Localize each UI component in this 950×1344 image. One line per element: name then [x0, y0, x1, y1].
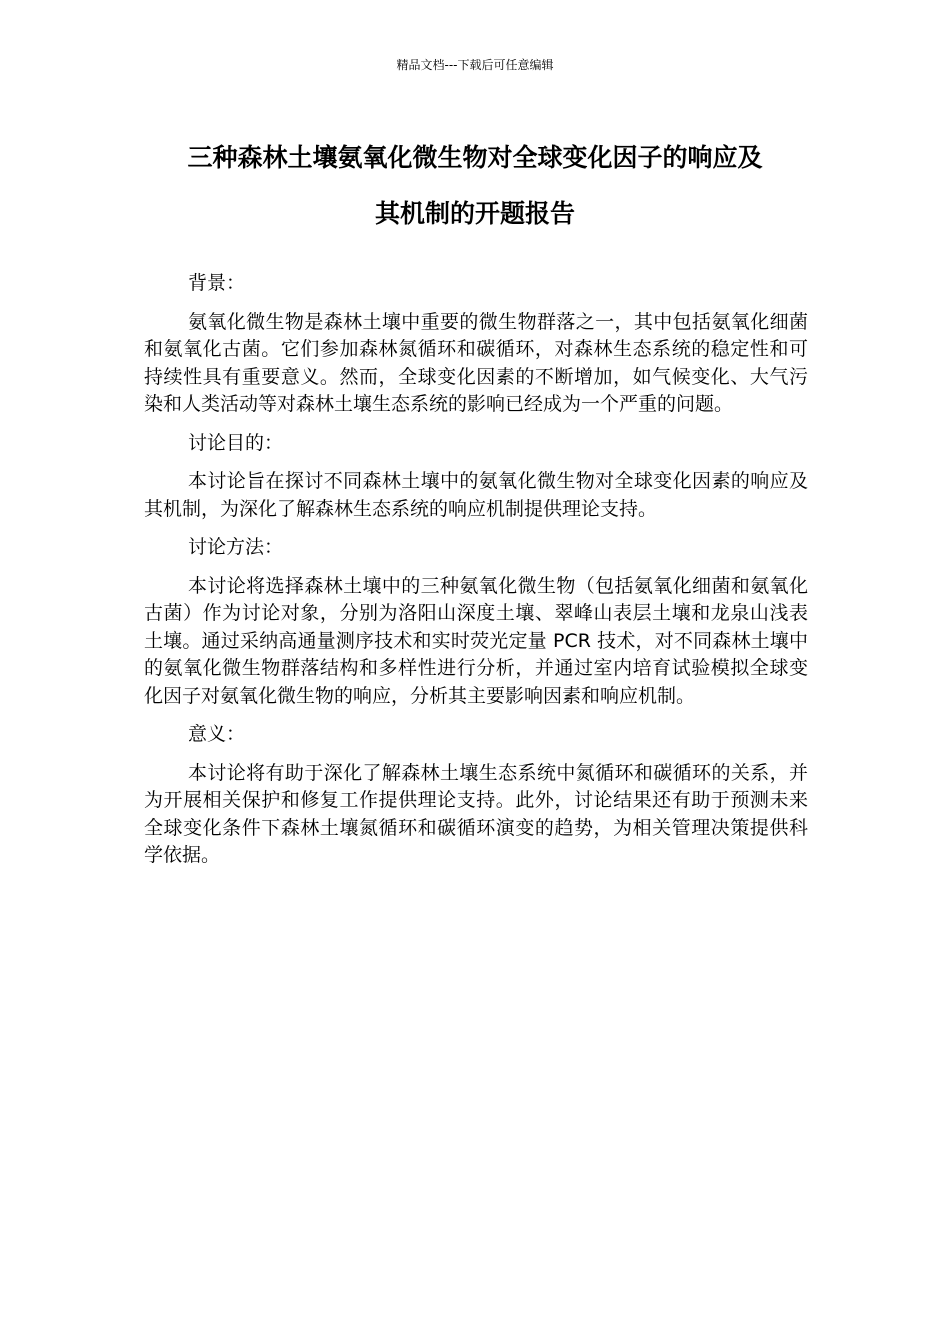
page-header: 精品文档---下载后可任意编辑 [396, 58, 554, 72]
section-body-background: 氨氧化微生物是森林土壤中重要的微生物群落之一，其中包括氨氧化细菌和氨氧化古菌。它们参加森林氮循环和碳循环，对森林生态系统的稳定性和可持续性具有重要意义。然而，全球变化因素的不断增加，如气候变化、大气污染和人类活动等对森林土壤生态系统的影响已经成为一个严重的问题。 [144, 310, 808, 415]
section-heading-significance: 意义： [188, 723, 246, 745]
section-heading-methods: 讨论方法： [188, 536, 284, 558]
section-body-methods: 本讨论将选择森林土壤中的三种氨氧化微生物（包括氨氧化细菌和氨氧化古菌）作为讨论对象，分别为洛阳山深度土壤、翠峰山表层土壤和龙泉山浅表土壤。通过采纳高通量测序技术和实时荧光定量 PCR 技术，对不同森林土壤中的氨氧化微生物群落结构和多样性进行分析，并通过室内培育试验模拟全球变化因子对氨氧化微生物的响应，分析其主要影响因素和响应机制。 [144, 574, 808, 707]
document-body [144, 270, 808, 881]
section-heading-background: 背景： [188, 272, 246, 294]
title-line-2: 其机制的开题报告 [374, 199, 575, 228]
title-line-1: 三种森林土壤氨氧化微生物对全球变化因子的响应及 [187, 143, 763, 172]
section-body-significance: 本讨论将有助于深化了解森林土壤生态系统中氮循环和碳循环的关系，并为开展相关保护和修复工作提供理论支持。此外，讨论结果还有助于预测未来全球变化条件下森林土壤氮循环和碳循环演变的趋势，为相关管理决策提供科学依据。 [144, 761, 808, 866]
document-title [140, 130, 810, 242]
section-heading-purpose: 讨论目的： [188, 431, 284, 454]
section-body-purpose: 本讨论旨在探讨不同森林土壤中的氨氧化微生物对全球变化因素的响应及其机制，为深化了解森林生态系统的响应机制提供理论支持。 [144, 470, 808, 520]
